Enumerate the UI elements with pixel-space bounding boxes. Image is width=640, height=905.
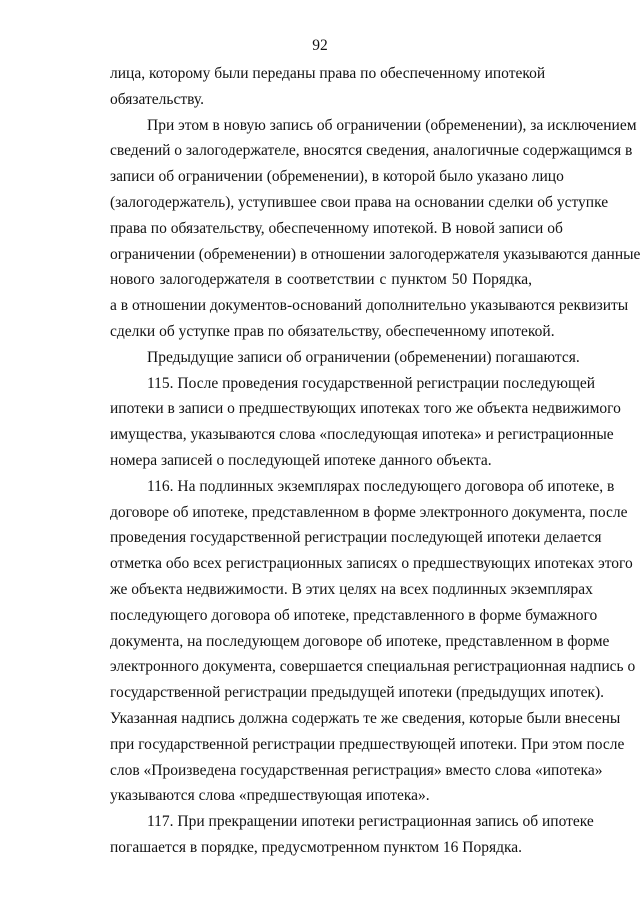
paragraph-new-record — [110, 113, 640, 345]
text-line: 116. На подлинных экземплярах последующего договора об ипотеке, в — [147, 477, 615, 495]
text-line: проведения государственной регистрации последующей ипотеки делается — [110, 529, 602, 547]
document-body — [110, 61, 640, 861]
text-line: 115. После проведения государственной регистрации последующей — [147, 374, 596, 392]
text-line: государственной регистрации предыдущей ипотеки (предыдущих ипотек). — [110, 684, 605, 702]
text-line: документа, на последующем договоре об ипотеке, представленном в форме — [110, 632, 610, 650]
text-line: же объекта недвижимости. В этих целях на всех подлинных экземплярах — [110, 580, 593, 598]
text-line: указываются слова «предшествующая ипотека». — [110, 787, 430, 805]
text-line: 117. При прекращении ипотеки регистрационная запись об ипотеке — [147, 813, 594, 831]
text-line: а в отношении документов-оснований дополнительно указываются реквизиты — [110, 297, 629, 315]
paragraph-previous-records — [110, 345, 580, 371]
text-line: записи об ограничении (обременении), в которой было указано лицо — [110, 168, 564, 186]
text-line: Предыдущие записи об ограничении (обременении) погашаются. — [147, 348, 580, 366]
paragraph-117 — [110, 809, 594, 861]
text-line: нового залогодержателя в соответствии с пунктом 50 Порядка, — [110, 271, 532, 289]
page-number: 92 — [312, 37, 328, 54]
paragraph-116 — [110, 474, 636, 809]
text-line: последующего договора об ипотеке, представленного в форме бумажного — [110, 606, 598, 624]
text-line: При этом в новую запись об ограничении (обременении), за исключением — [147, 116, 637, 134]
text-line: обязательству. — [110, 90, 204, 108]
text-line: лица, которому были переданы права по обеспеченному ипотекой — [110, 65, 546, 82]
text-line: договоре об ипотеке, представленном в форме электронного документа, после — [110, 503, 628, 521]
text-line: сделки об уступке прав по обязательству, обеспеченному ипотекой. — [110, 322, 555, 340]
text-line: электронного документа, совершается специальная регистрационная надпись о — [110, 658, 636, 676]
text-line: слов «Произведена государственная регистрация» вместо слова «ипотека» — [110, 761, 603, 779]
text-line: Указанная надпись должна содержать те же сведения, которые были внесены — [110, 709, 621, 727]
text-line: права по обязательству, обеспеченному ипотекой. В новой записи об — [110, 219, 563, 237]
text-line: (залогодержатель), уступившее свои права на основании сделки об уступке — [110, 193, 609, 211]
paragraph-continuation — [110, 61, 546, 113]
text-line: имущества, указываются слова «последующая ипотека» и регистрационные — [110, 426, 614, 444]
text-line: сведений о залогодержателе, вносятся сведения, аналогичные содержащимся в — [110, 142, 633, 160]
text-line: ограничении (обременении) в отношении залогодержателя указываются данные — [110, 245, 640, 263]
text-line: при государственной регистрации предшествующей ипотеки. При этом после — [110, 735, 625, 753]
text-line: номера записей о последующей ипотеке данного объекта. — [110, 451, 492, 469]
text-line: ипотеки в записи о предшествующих ипотеках того же объекта недвижимого — [110, 400, 621, 418]
paragraph-115 — [110, 371, 621, 474]
text-line: отметка обо всех регистрационных записях о предшествующих ипотеках этого — [110, 555, 633, 573]
text-line: погашается в порядке, предусмотренном пунктом 16 Порядка. — [110, 838, 523, 856]
